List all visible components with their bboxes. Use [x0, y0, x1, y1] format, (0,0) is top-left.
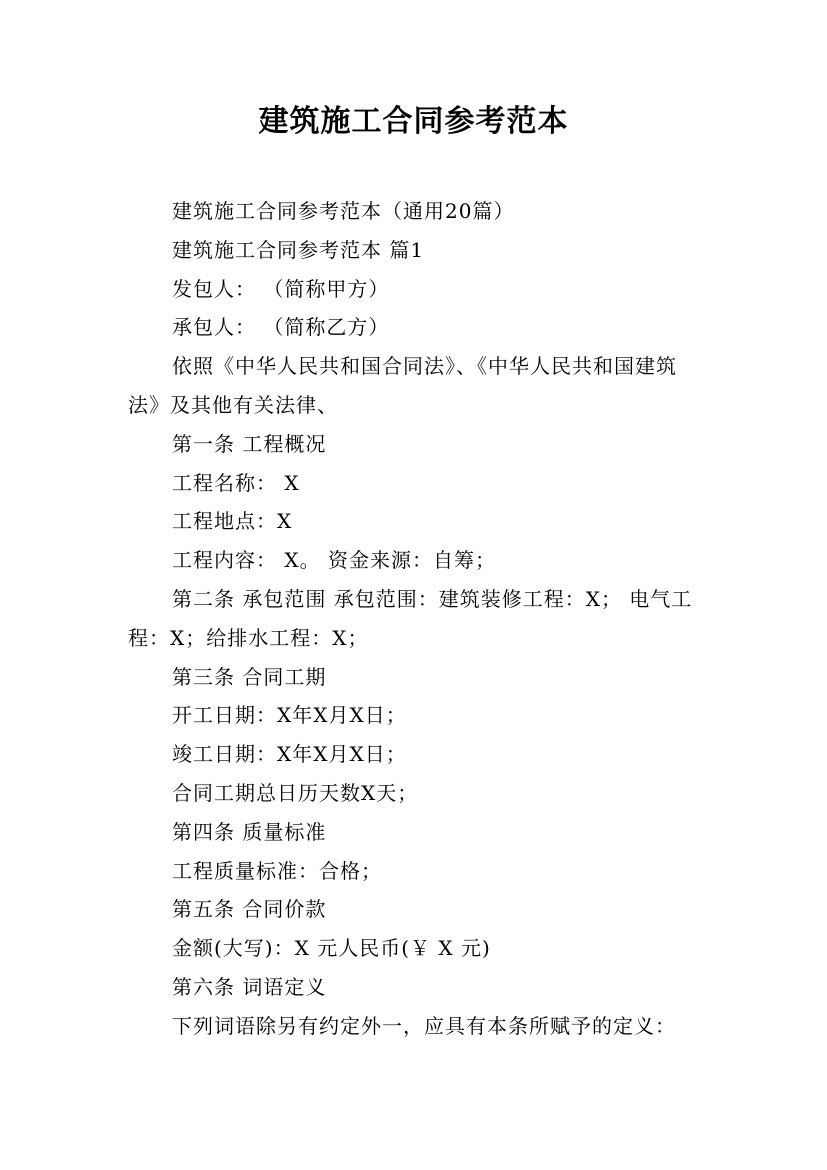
paragraph-completion-date: 竣工日期：X年X月X日；	[172, 742, 407, 767]
paragraph-contract-amount: 金额(大写)：X 元人民币(￥ X 元)	[172, 936, 491, 961]
document-title: 建筑施工合同参考范本	[258, 104, 569, 139]
paragraph-article-6: 第六条 词语定义	[172, 974, 327, 999]
document-body	[128, 192, 708, 1046]
paragraph-section-heading: 建筑施工合同参考范本 篇1	[172, 237, 425, 262]
paragraph-total-days: 合同工期总日历天数X天；	[172, 780, 419, 805]
paragraph-project-location: 工程地点：X	[172, 509, 293, 534]
paragraph-employer: 发包人： （简称甲方）	[172, 276, 390, 301]
paragraph-project-name: 工程名称： X	[172, 470, 300, 495]
paragraph-article-2: 第二条 承包范围 承包范围：建筑装修工程：X； 电气工程：X；给排水工程：X；	[128, 586, 693, 650]
paragraph-article-5: 第五条 合同价款	[172, 897, 327, 922]
paragraph-subtitle: 建筑施工合同参考范本（通用20篇）	[172, 199, 515, 223]
paragraph-article-3: 第三条 合同工期	[172, 664, 327, 689]
paragraph-legal-basis: 依照《中华人民共和国合同法》、《中华人民共和国建筑法》及其他有关法律、	[128, 354, 677, 417]
paragraph-start-date: 开工日期：X年X月X日；	[172, 703, 407, 728]
paragraph-definitions: 下列词语除另有约定外一，应具有本条所赋予的定义：	[172, 1013, 676, 1038]
paragraph-quality-standard: 工程质量标准：合格；	[172, 858, 382, 883]
paragraph-article-4: 第四条 质量标准	[172, 819, 327, 844]
paragraph-project-content: 工程内容： X。 资金来源：自筹；	[172, 548, 496, 573]
paragraph-article-1: 第一条 工程概况	[172, 431, 327, 456]
paragraph-contractor: 承包人： （简称乙方）	[172, 315, 390, 340]
